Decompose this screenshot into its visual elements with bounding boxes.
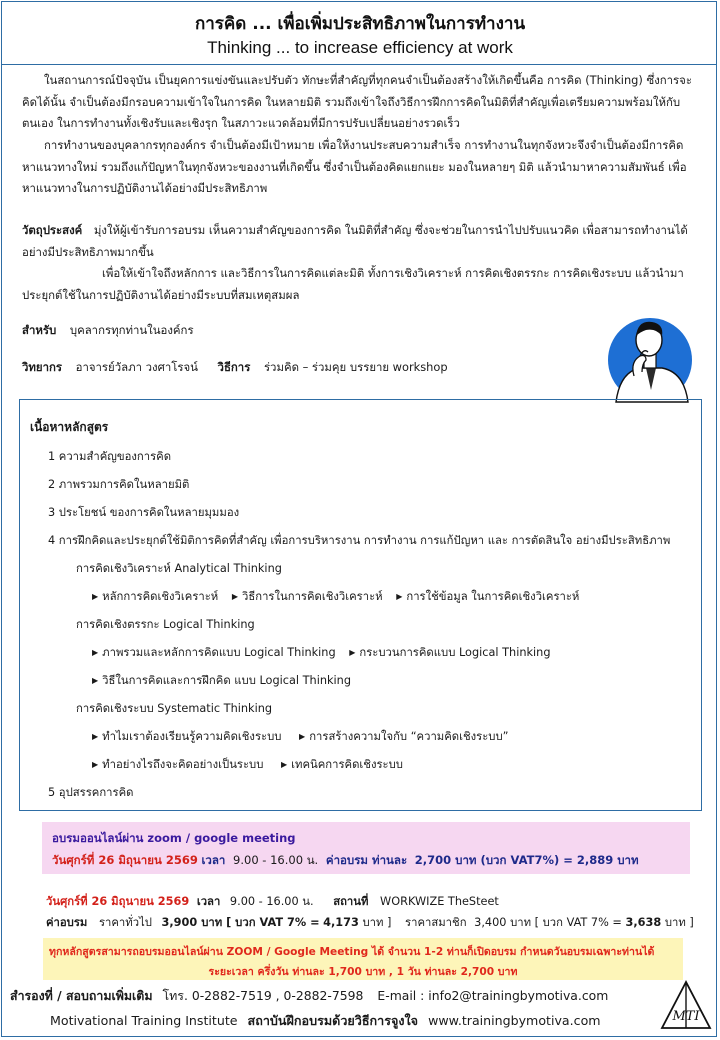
member-price: 3,400 บาท [ บวก VAT 7% = bbox=[474, 916, 622, 929]
bullet-icon: ▶ bbox=[231, 592, 238, 601]
website-link[interactable]: www.trainingbymotiva.com bbox=[428, 1013, 601, 1028]
audience-text: บุคลากรทุกท่านในองค์กร bbox=[69, 323, 194, 337]
online-training-box bbox=[42, 822, 690, 874]
intro-paragraph-2: การทำงานของบุคลากรทุกองค์กร จำเป็นต้องมีเป้าหมาย เพื่อให้งานประสบความสำเร็จ การทำงานในทุกจังหวะจึงจำเป็นต้องมีการคิด หาแนวทางใหม่ รวมถึงแก้ปัญหาในทุกจังหวะของงานที่เกิดขึ้น ซึ่งจำเป็นต้องคิดแยกแยะ มองในหลายๆ มิติ แล้วนำมาหาความสัมพันธ์ เพื่อหาแนวทางในการปฏิบัติงานได้อย่างมีประสิทธิภาพ bbox=[22, 138, 687, 195]
bullet-icon: ▶ bbox=[92, 732, 99, 741]
online-notice-box bbox=[43, 938, 683, 980]
analytical-bullet-1: หลักการคิดเชิงวิเคราะห์ bbox=[102, 590, 219, 603]
notice-line-2: ระยะเวลา ครึ่งวัน ท่านละ 1,700 บาท , 1 วัน ท่านละ 2,700 บาท bbox=[208, 966, 518, 978]
general-price-label: ราคาทั่วไป bbox=[98, 916, 152, 929]
systematic-bullet-1: ทำไมเราต้องเรียนรู้ความคิดเชิงระบบ bbox=[102, 730, 282, 743]
title-divider bbox=[1, 64, 717, 65]
trainer-name: อาจารย์วัลภา วงศาโรจน์ bbox=[75, 360, 198, 374]
member-tail: บาท ] bbox=[664, 916, 694, 929]
logo-text: MTI bbox=[672, 1009, 700, 1024]
audience-label: สำหรับ bbox=[22, 323, 57, 337]
logical-bullets-row-1 bbox=[92, 643, 551, 661]
objective-text-2: เพื่อให้เข้าใจถึงหลักการ และวิธีการในการคิดแต่ละมิติ ทั้งการเชิงวิเคราะห์ การคิดเชิงตรรกะ การคิดเชิงระบบ แล้วนำมาประยุกต์ใช้ในการปฏิบัติงานได้อย่างมีระบบที่สมเหตุสมผล bbox=[22, 266, 684, 302]
online-title: อบรมออนไลน์ผ่าน zoom / google meeting bbox=[52, 831, 296, 845]
systematic-heading: การคิดเชิงระบบ Systematic Thinking bbox=[76, 702, 273, 715]
logical-heading: การคิดเชิงตรรกะ Logical Thinking bbox=[76, 618, 255, 631]
thinking-man-illustration bbox=[600, 310, 696, 406]
logical-bullets-row-2 bbox=[92, 671, 351, 689]
systematic-bullet-4: เทคนิคการคิดเชิงระบบ bbox=[291, 758, 403, 771]
bullet-icon: ▶ bbox=[92, 676, 99, 685]
general-total: 4,173 bbox=[323, 916, 359, 929]
onsite-place-label: สถานที่ bbox=[333, 895, 369, 908]
bullet-icon: ▶ bbox=[396, 592, 403, 601]
title-thai: การคิด ... เพื่อเพิ่มประสิทธิภาพในการทำงาน bbox=[194, 14, 526, 34]
systematic-bullet-3: ทำอย่างไรถึงจะคิดอย่างเป็นระบบ bbox=[102, 758, 264, 771]
logical-bullet-1: ภาพรวมและหลักการคิดแบบ Logical Thinking bbox=[102, 646, 336, 659]
online-date: วันศุกร์ที่ 26 มิถุนายน 2569 bbox=[52, 853, 198, 867]
online-time: 9.00 - 16.00 น. bbox=[233, 853, 319, 867]
systematic-bullet-2: การสร้างความใจกับ “ความคิดเชิงระบบ” bbox=[309, 730, 509, 743]
contact-row bbox=[10, 987, 608, 1006]
objective-block bbox=[22, 220, 698, 263]
bullet-icon: ▶ bbox=[349, 648, 356, 657]
onsite-place: WORKWIZE TheSteet bbox=[380, 895, 499, 908]
outline-item-2: 2 ภาพรวมการคิดในหลายมิติ bbox=[48, 478, 190, 491]
analytical-heading: การคิดเชิงวิเคราะห์ Analytical Thinking bbox=[76, 562, 282, 575]
bullet-icon: ▶ bbox=[92, 648, 99, 657]
analytical-bullets bbox=[92, 587, 579, 605]
objective-text-1: มุ่งให้ผู้เข้ารับการอบรม เห็นความสำคัญของการคิด ในมิติที่สำคัญ ซึ่งจะช่วยในการนำไปปรับแนวคิด เพื่อสามารถทำงานได้อย่างมีประสิทธิภาพมากขึ้น bbox=[22, 223, 688, 259]
bullet-icon: ▶ bbox=[280, 760, 288, 769]
outline-item-5: 5 อุปสรรคการคิด bbox=[48, 786, 134, 799]
analytical-bullet-3: การใช้ข้อมูล ในการคิดเชิงวิเคราะห์ bbox=[406, 590, 580, 603]
online-fee-label: ค่าอบรม ท่านละ bbox=[325, 853, 408, 867]
intro-paragraph-1: ในสถานการณ์ปัจจุบัน เป็นยุคการแข่งขันและปรับตัว ทักษะที่สำคัญที่ทุกคนจำเป็นต้องสร้างให้เกิดขึ้นคือ การคิด (Thinking) ซึ่งการจะคิดได้นั้น จำเป็นต้องมีกรอบความเข้าใจในการคิด ในหลายมิติ รวมถึงเข้าใจถึงวิธีการฝึกการคิดในมิติที่สำคัญเพื่อเตรียมความพร้อมให้กับตนเอง ในการทำงานทั้งเชิงรับและเชิงรุก ในสภาวะแวดล้อมที่มีการปรับเปลี่ยนอย่างรวดเร็ว bbox=[22, 73, 692, 130]
logical-bullet-2: กระบวนการคิดแบบ Logical Thinking bbox=[359, 646, 551, 659]
member-total: 3,638 bbox=[625, 916, 662, 929]
member-price-label: ราคาสมาชิก bbox=[405, 916, 467, 929]
onsite-time: 9.00 - 16.00 น. bbox=[229, 895, 314, 908]
onsite-row-2 bbox=[46, 913, 694, 931]
online-fee: 2,700 บาท (บวก VAT7%) = 2,889 บาท bbox=[414, 853, 639, 867]
online-details bbox=[52, 852, 639, 870]
bullet-icon: ▶ bbox=[92, 592, 99, 601]
online-time-label: เวลา bbox=[201, 853, 226, 867]
onsite-date: วันศุกร์ที่ 26 มิถุนายน 2569 bbox=[46, 895, 190, 908]
org-name-english: Motivational Training Institute bbox=[50, 1013, 238, 1028]
contact-phone[interactable]: โทร. 0-2882-7519 , 0-2882-7598 bbox=[162, 988, 364, 1003]
systematic-bullets-row-2 bbox=[92, 755, 403, 773]
title-english: Thinking ... to increase efficiency at work bbox=[207, 38, 513, 57]
outline-item-4: 4 การฝึกคิดและประยุกต์ใช้มิติการคิดที่สำคัญ เพื่อการบริหารงาน การทำงาน การแก้ปัญหา และ การตัดสินใจ อย่างมีประสิทธิภาพ bbox=[48, 534, 671, 547]
bullet-icon: ▶ bbox=[299, 732, 306, 741]
method-text: ร่วมคิด – ร่วมคุย บรรยาย workshop bbox=[263, 360, 448, 374]
trainer-row bbox=[22, 357, 698, 379]
org-name-thai: สถาบันฝึกอบรมด้วยวิธีการจูงใจ bbox=[247, 1013, 419, 1028]
mti-logo bbox=[660, 980, 712, 1030]
objective-label: วัตถุประสงค์ bbox=[22, 223, 83, 237]
audience-row bbox=[22, 320, 698, 342]
onsite-row-1 bbox=[46, 892, 499, 910]
general-price: 3,900 บาท [ บวก VAT 7% = bbox=[161, 916, 320, 929]
logical-bullet-3: วิธีในการคิดและการฝึกคิด แบบ Logical Thinking bbox=[102, 674, 352, 687]
general-tail: บาท ] bbox=[362, 916, 392, 929]
bullet-icon: ▶ bbox=[92, 760, 99, 769]
onsite-time-label: เวลา bbox=[196, 895, 221, 908]
trainer-label: วิทยากร bbox=[22, 360, 62, 374]
systematic-bullets-row-1 bbox=[92, 727, 509, 745]
outline-item-3: 3 ประโยชน์ ของการคิดในหลายมุมมอง bbox=[48, 506, 240, 519]
contact-email[interactable]: E-mail : info2@trainingbymotiva.com bbox=[377, 988, 609, 1003]
contact-label: สำรองที่ / สอบถามเพิ่มเติม bbox=[10, 988, 153, 1003]
analytical-bullet-2: วิธีการในการคิดเชิงวิเคราะห์ bbox=[242, 590, 383, 603]
outline-item-1: 1 ความสำคัญของการคิด bbox=[48, 450, 172, 463]
onsite-fee-label: ค่าอบรม bbox=[46, 916, 88, 929]
organization-row bbox=[50, 1011, 601, 1031]
outline-title: เนื้อหาหลักสูตร bbox=[30, 420, 109, 434]
method-label: วิธีการ bbox=[217, 360, 251, 374]
notice-line-1: ทุกหลักสูตรสามารถอบรมออนไลน์ผ่าน ZOOM / Google Meeting ได้ จำนวน 1-2 ท่านก็เปิดอบรม กำหนดวันอบรมเฉพาะท่านได้ bbox=[49, 946, 655, 958]
